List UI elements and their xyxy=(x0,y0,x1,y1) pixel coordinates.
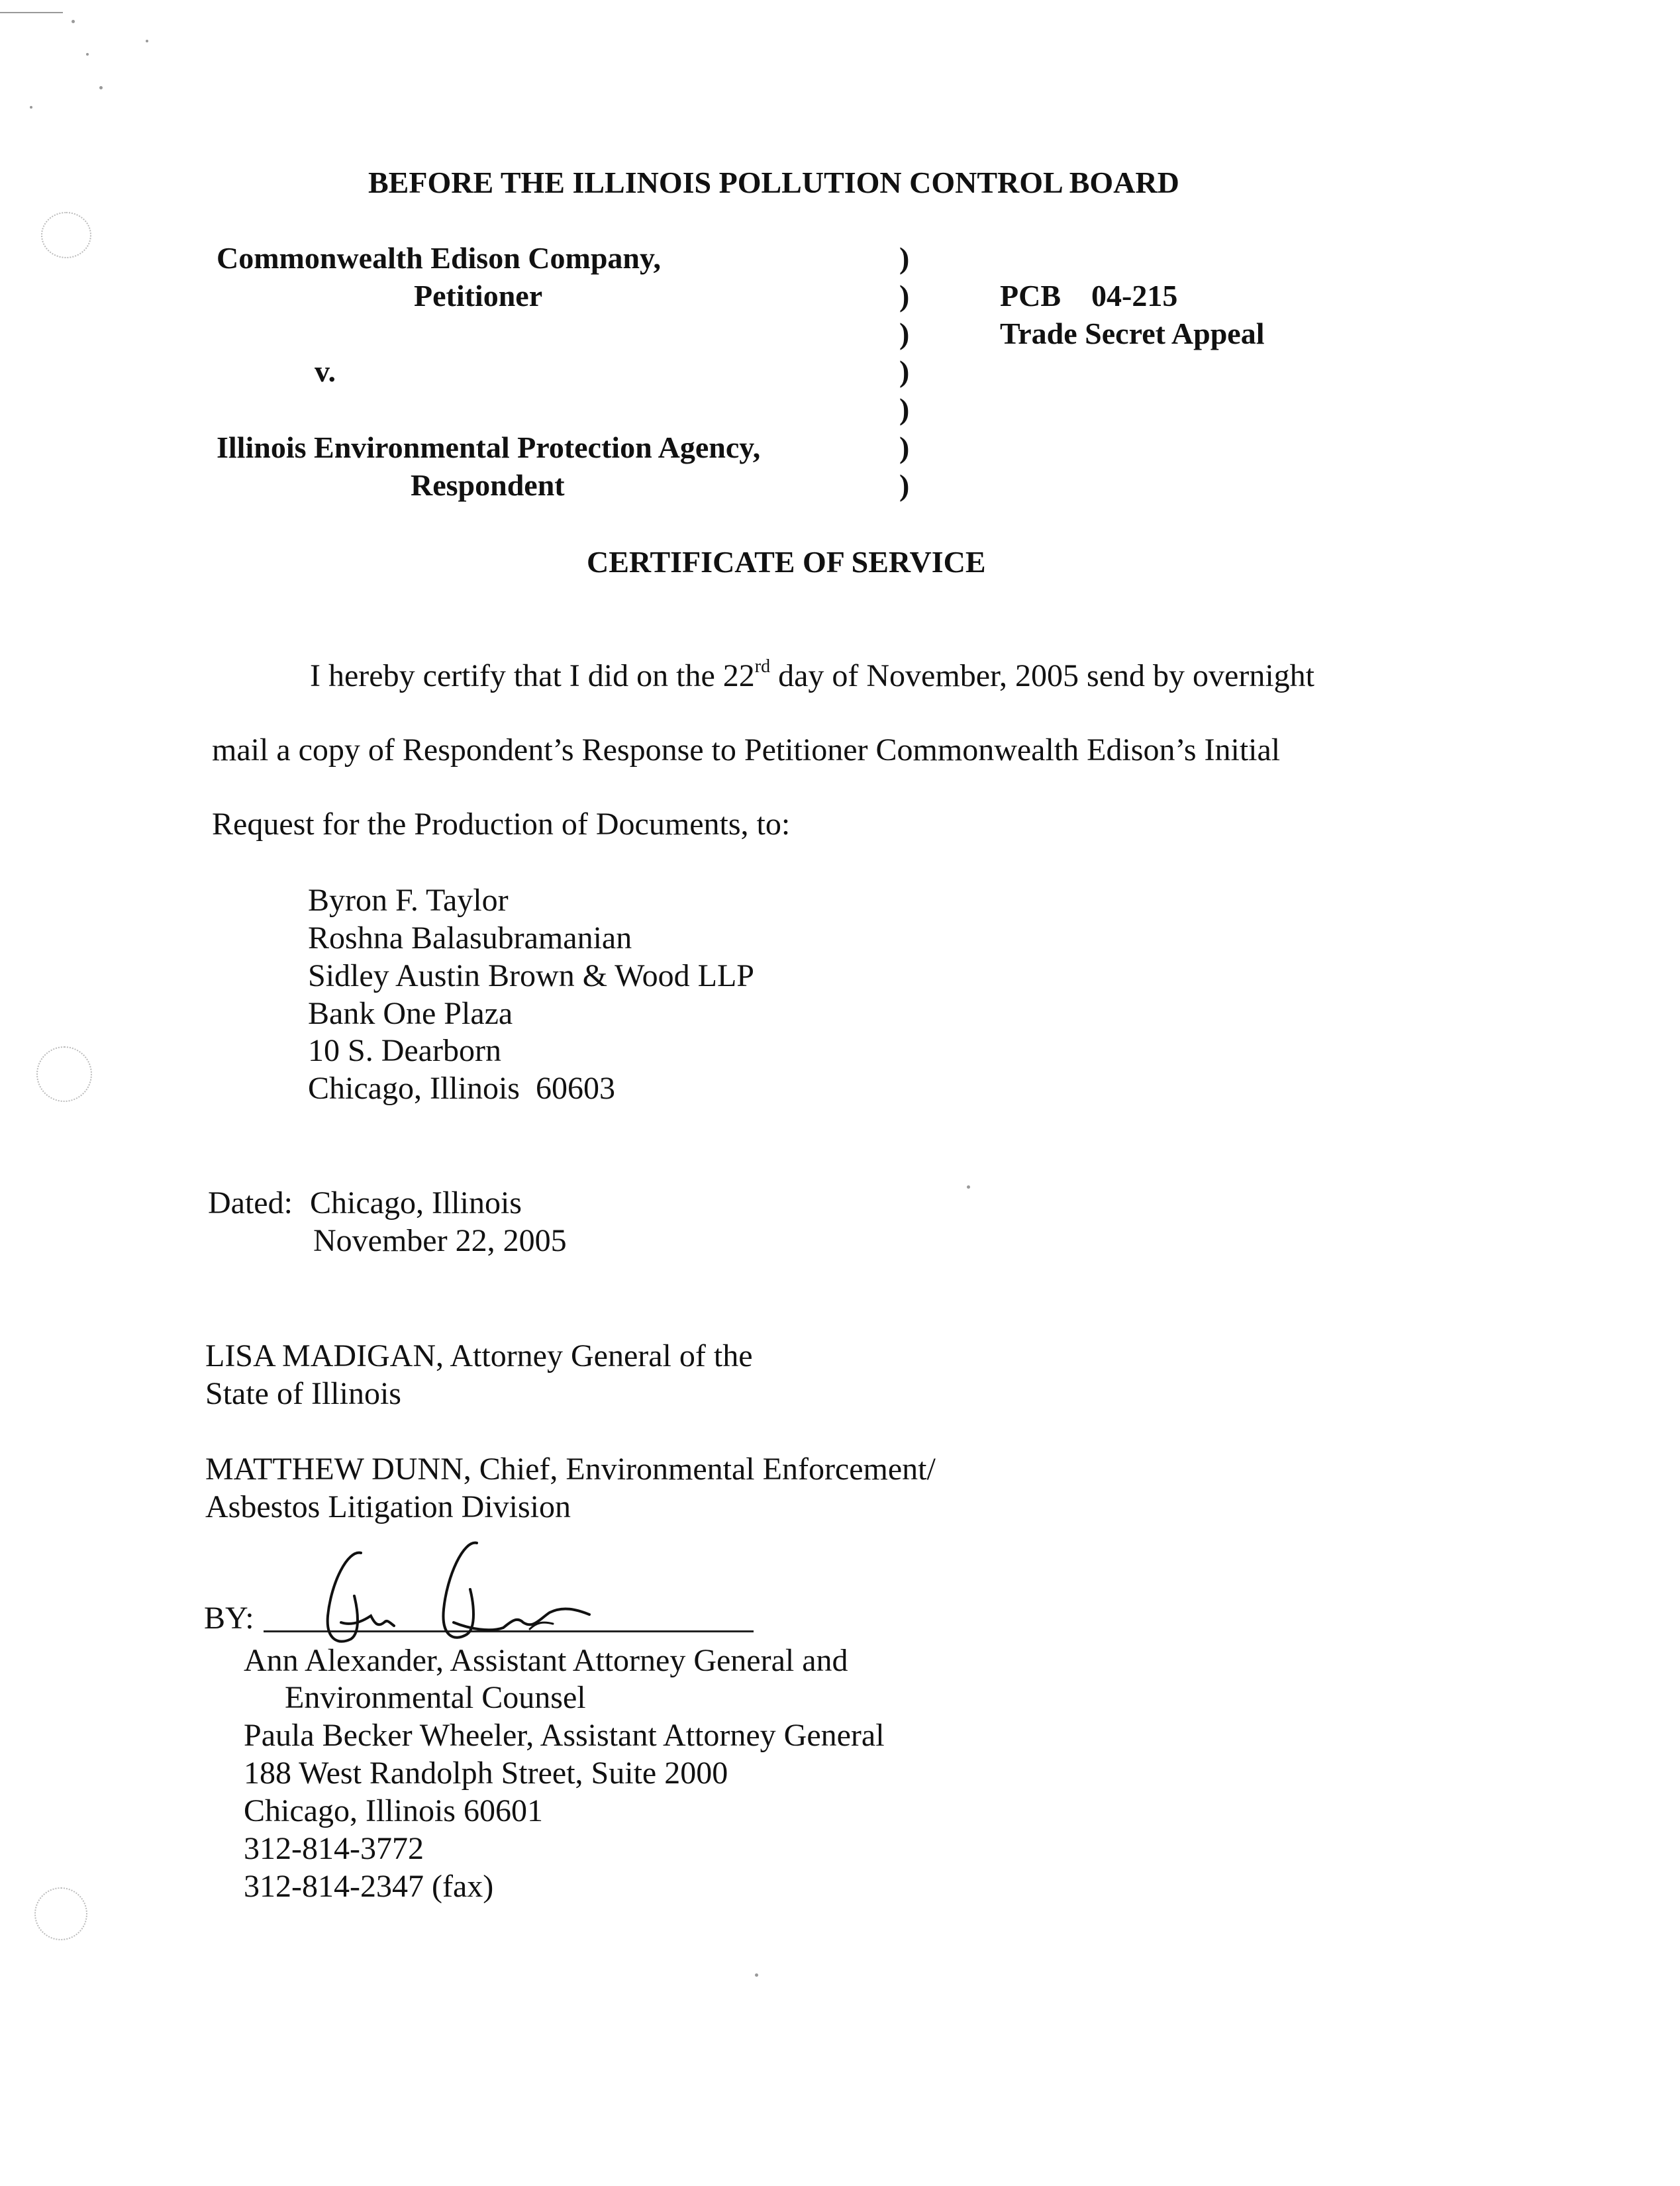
scan-edge-line xyxy=(0,12,63,13)
scan-speck xyxy=(30,106,32,109)
dated-date: November 22, 2005 xyxy=(313,1223,567,1258)
division-chief-line: MATTHEW DUNN, Chief, Environmental Enforcement/ xyxy=(205,1452,936,1487)
caption-paren: ) xyxy=(899,354,910,388)
caption-paren: ) xyxy=(899,241,910,275)
handwritten-signature xyxy=(311,1523,616,1656)
scan-speck xyxy=(99,86,103,89)
certificate-title: CERTIFICATE OF SERVICE xyxy=(587,545,986,579)
versus-label: v. xyxy=(315,354,336,388)
scan-speck xyxy=(967,1185,970,1189)
signature-block-line: Environmental Counsel xyxy=(285,1680,586,1715)
scan-speck xyxy=(755,1973,758,1977)
certificate-line-1 xyxy=(310,656,1314,693)
scan-speck xyxy=(146,40,148,42)
signature-block-line: Ann Alexander, Assistant Attorney General and xyxy=(244,1643,848,1678)
petitioner-name: Commonwealth Edison Company, xyxy=(217,241,661,275)
board-title: BEFORE THE ILLINOIS POLLUTION CONTROL BOARD xyxy=(368,166,1179,199)
recipient-line: Chicago, Illinois 60603 xyxy=(308,1071,615,1106)
attorney-general-line: LISA MADIGAN, Attorney General of the xyxy=(205,1338,753,1373)
caption-paren: ) xyxy=(899,317,910,350)
by-label: BY: xyxy=(204,1601,254,1636)
recipient-line: 10 S. Dearborn xyxy=(308,1033,501,1068)
certificate-line-1-start: I hereby certify that I did on the 22 xyxy=(310,658,755,693)
recipient-line: Bank One Plaza xyxy=(308,996,513,1031)
certificate-line-2: mail a copy of Respondent’s Response to Petitioner Commonwealth Edison’s Initial xyxy=(212,732,1281,768)
punch-hole xyxy=(36,1046,92,1102)
division-chief-line: Asbestos Litigation Division xyxy=(205,1489,571,1524)
caption-paren: ) xyxy=(899,279,910,313)
petitioner-role: Petitioner xyxy=(414,279,543,313)
recipient-line: Byron F. Taylor xyxy=(308,883,509,918)
caption-paren: ) xyxy=(899,392,910,426)
certificate-line-1-end: day of November, 2005 send by overnight xyxy=(770,658,1314,693)
dated-place: Chicago, Illinois xyxy=(310,1185,522,1220)
scan-speck xyxy=(72,20,75,23)
certificate-line-3: Request for the Production of Documents, to: xyxy=(212,807,791,842)
punch-hole xyxy=(34,1887,87,1940)
recipient-line: Sidley Austin Brown & Wood LLP xyxy=(308,958,754,993)
case-type: Trade Secret Appeal xyxy=(1000,317,1265,350)
dated-label: Dated: xyxy=(208,1185,293,1220)
punch-hole xyxy=(41,212,91,258)
respondent-name: Illinois Environmental Protection Agency, xyxy=(217,430,761,464)
caption-paren: ) xyxy=(899,468,910,502)
signature-block-line: 312-814-2347 (fax) xyxy=(244,1869,494,1904)
ordinal-suffix: rd xyxy=(754,656,771,677)
scan-speck xyxy=(86,53,89,56)
attorney-general-line: State of Illinois xyxy=(205,1376,401,1411)
case-number: PCB 04-215 xyxy=(1000,279,1178,313)
signature-block-line: 312-814-3772 xyxy=(244,1831,424,1866)
signature-block-line: Chicago, Illinois 60601 xyxy=(244,1793,543,1828)
signature-block-line: 188 West Randolph Street, Suite 2000 xyxy=(244,1756,728,1791)
caption-paren: ) xyxy=(899,430,910,464)
recipient-line: Roshna Balasubramanian xyxy=(308,920,632,956)
respondent-role: Respondent xyxy=(411,468,565,502)
signature-block-line: Paula Becker Wheeler, Assistant Attorney General xyxy=(244,1718,885,1753)
